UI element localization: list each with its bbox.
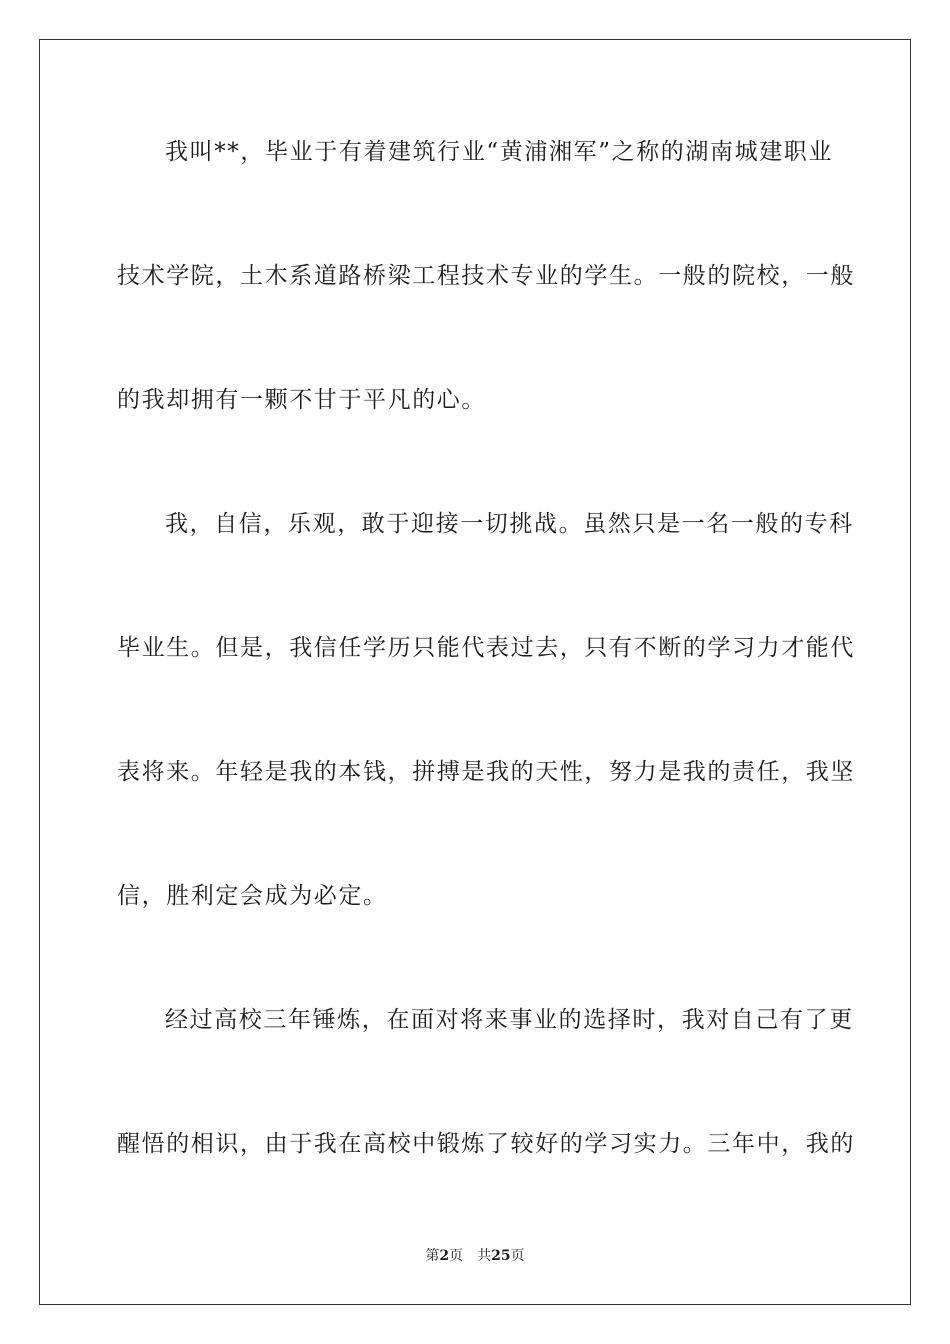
paragraph-3-line-2: 醒悟的相识，由于我在高校中锻炼了较好的学习实力。三年中，我的 — [117, 1131, 855, 1157]
page-footer — [0, 1247, 950, 1265]
paragraph-2-line-3: 表将来。年轻是我的本钱，拼搏是我的天性，努力是我的责任，我坚 — [117, 759, 855, 785]
paragraph-3-line-1: 经过高校三年锤炼，在面对将来事业的选择时，我对自己有了更 — [165, 1007, 854, 1033]
paragraph-1-line-3: 的我却拥有一颗不甘于平凡的心。 — [117, 387, 486, 413]
footer-total-suffix: 页 — [510, 1248, 525, 1264]
page-border — [39, 39, 911, 1305]
footer-page-number: 2 — [439, 1248, 450, 1264]
footer-total-pages: 25 — [491, 1248, 511, 1264]
paragraph-1-line-2: 技术学院，土木系道路桥梁工程技术专业的学生。一般的院校，一般 — [117, 263, 855, 289]
paragraph-2-line-4: 信，胜利定会成为必定。 — [117, 883, 388, 909]
paragraph-2-line-1: 我，自信，乐观，敢于迎接一切挑战。虽然只是一名一般的专科 — [165, 511, 854, 537]
paragraph-2-line-2: 毕业生。但是，我信任学历只能代表过去，只有不断的学习力才能代 — [117, 635, 855, 661]
footer-page-prefix: 第 — [425, 1248, 440, 1264]
footer-total-prefix: 共 — [477, 1248, 492, 1264]
footer-page-suffix: 页 — [449, 1248, 464, 1264]
paragraph-1-line-1: 我叫**，毕业于有着建筑行业“黄浦湘军”之称的湖南城建职业 — [165, 139, 833, 165]
